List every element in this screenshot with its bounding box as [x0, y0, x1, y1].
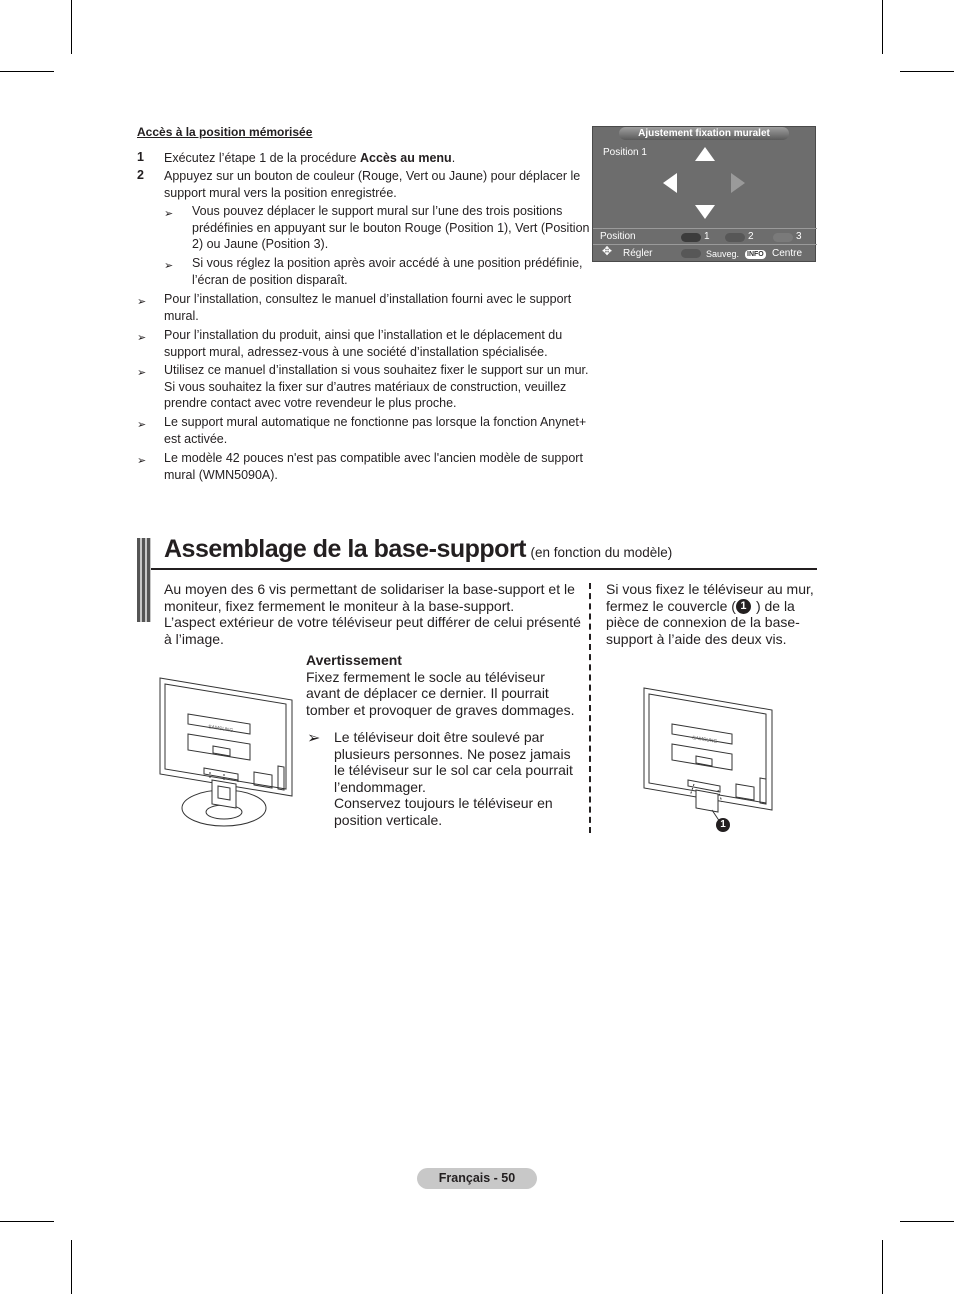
text-line: Appuyez sur un bouton de couleur (Rouge, Vert ou Jaune) pour déplacer le — [164, 169, 581, 183]
right-arrow-icon — [731, 173, 745, 193]
text-line: L’aspect extérieur de votre téléviseur peut différer de celui présenté — [164, 614, 581, 630]
note — [164, 450, 583, 483]
column-divider — [589, 583, 591, 833]
osd-position-label: Position 1 — [603, 147, 647, 158]
text-line: mural (WMN5090A). — [164, 467, 278, 482]
text-line: Le téléviseur doit être soulevé par — [334, 729, 545, 745]
crop-mark — [0, 71, 54, 72]
note-arrow-icon: ➢ — [137, 419, 147, 431]
crop-mark — [900, 1221, 954, 1222]
text-line: position verticale. — [334, 811, 443, 828]
note-arrow-icon: ➢ — [137, 332, 147, 344]
text-line: Conservez toujours le téléviseur en — [334, 795, 553, 811]
down-arrow-icon — [695, 205, 715, 219]
warning-note — [334, 729, 573, 828]
warning-block — [306, 652, 574, 718]
heading-note: (en fonction du modèle) — [530, 545, 673, 560]
tv-wallmount-illustration — [642, 686, 776, 834]
text-part: ) de la — [755, 597, 795, 614]
text-line: support mural, adressez-vous à une société d’installation spécialisée. — [164, 344, 548, 359]
text-line: Vous pouvez déplacer le support mural sur l’une des trois positions — [192, 204, 563, 218]
osd-center-label: Centre — [772, 248, 803, 259]
up-arrow-icon — [695, 147, 715, 161]
dpad-icon: ✥ — [602, 244, 613, 258]
save-button-icon — [681, 249, 701, 258]
text-line: le téléviseur sur le sol car cela pourrait — [334, 762, 573, 778]
green-button-icon — [725, 233, 745, 242]
text-line: Pour l’installation, consultez le manuel d’installation fourni avec le support — [164, 292, 572, 306]
heading-text: Assemblage de la base-support — [164, 535, 527, 563]
text-line: Si vous souhaitez la fixer sur d’autres matériaux de construction, veuillez — [164, 379, 567, 394]
svg-text:SAMSUNG: SAMSUNG — [207, 724, 234, 734]
callout-number-icon: 1 — [736, 599, 751, 614]
step-text — [164, 150, 455, 167]
note — [164, 362, 589, 412]
warning-title: Avertissement — [306, 652, 402, 668]
osd-divider — [593, 244, 817, 245]
info-icon: INFO — [747, 251, 764, 258]
note-arrow-icon: ➢ — [164, 208, 174, 220]
sub-note — [192, 255, 583, 288]
note-arrow-icon: ➢ — [137, 296, 147, 308]
text-line: plusieurs personnes. Ne posez jamais — [334, 745, 571, 762]
step-number: 1 — [137, 150, 144, 164]
text-line: l’endommager. — [334, 778, 426, 795]
crop-mark — [0, 1221, 54, 1222]
assembly-intro — [164, 581, 584, 647]
step-text-part: Exécutez l’étape 1 de la procédure — [164, 151, 360, 165]
svg-text:SAMSUNG: SAMSUNG — [691, 735, 718, 745]
text-line — [606, 598, 821, 615]
wall-mount-text — [606, 581, 821, 647]
sub-note — [192, 203, 589, 253]
text-line: tomber et provoquer de graves dommages. — [306, 701, 575, 718]
note — [164, 414, 586, 447]
crop-mark — [71, 0, 72, 54]
osd-position-bottom: Position — [600, 231, 636, 242]
text-line: Utilisez ce manuel d’installation si vous souhaitez fixer le support sur un mur. — [164, 363, 589, 377]
text-line: Au moyen des 6 vis permettant de solidariser la base-support et le — [164, 581, 575, 597]
text-part: fermez le couvercle ( — [606, 597, 736, 614]
yellow-button-icon — [773, 233, 793, 242]
osd-adjust-label: Régler — [623, 248, 653, 259]
note-arrow-icon: ➢ — [164, 260, 174, 272]
red-button-icon — [681, 233, 701, 242]
note-arrow-icon: ➢ — [137, 455, 147, 467]
crop-mark — [882, 1240, 883, 1294]
section-title: Accès à la position mémorisée — [137, 125, 313, 139]
text-line: support à l’aide des deux vis. — [606, 630, 787, 647]
osd-screen — [592, 126, 816, 262]
text-line: Pour l’installation du produit, ainsi que l’installation et le déplacement du — [164, 328, 563, 342]
text-line: support mural vers la position enregistrée. — [164, 185, 397, 200]
text-line: avant de déplacer ce dernier. Il pourrait — [306, 685, 549, 701]
note-arrow-icon: ➢ — [307, 730, 321, 747]
tv-stand-illustration — [158, 676, 298, 830]
note — [164, 327, 562, 360]
crop-mark — [882, 0, 883, 54]
heading-bar — [137, 538, 151, 622]
text-line: est activée. — [164, 431, 228, 446]
osd-option-2: 2 — [748, 231, 754, 242]
text-line: Si vous fixez le téléviseur au mur, — [606, 581, 814, 597]
text-line: prendre contact avec votre revendeur le plus proche. — [164, 396, 457, 410]
callout-number-icon: 1 — [716, 818, 730, 832]
osd-save-label: Sauveg. — [706, 249, 740, 259]
text-line: prédéfinies en appuyant sur le bouton Rouge (Position 1), Vert (Position — [192, 220, 590, 235]
note — [164, 291, 571, 324]
text-line: l’écran de position disparaît. — [192, 272, 348, 287]
text-line: pièce de connexion de la base- — [606, 614, 800, 631]
text-line: mural. — [164, 308, 199, 323]
note-arrow-icon: ➢ — [137, 367, 147, 379]
text-line: Si vous réglez la position après avoir accédé à une position prédéfinie, — [192, 256, 583, 270]
osd-option-1: 1 — [704, 231, 710, 242]
step-text — [164, 168, 580, 201]
crop-mark — [71, 1240, 72, 1294]
page-title — [164, 535, 672, 564]
left-arrow-icon — [663, 173, 677, 193]
step-text-part: . — [451, 151, 456, 165]
text-line: à l’image. — [164, 630, 224, 647]
step-number: 2 — [137, 168, 144, 182]
text-line: Fixez fermement le socle au téléviseur — [306, 668, 545, 685]
text-line: moniteur, fixez fermement le moniteur à la base-support. — [164, 597, 515, 614]
osd-title: Ajustement fixation muralet — [619, 127, 789, 140]
osd-option-3: 3 — [796, 231, 802, 242]
text-line: Le modèle 42 pouces n'est pas compatible avec l'ancien modèle de support — [164, 451, 583, 465]
text-line: Le support mural automatique ne fonctionne pas lorsque la fonction Anynet+ — [164, 415, 587, 429]
step-text-bold: Accès au menu — [359, 151, 452, 165]
crop-mark — [900, 71, 954, 72]
page-number: Français - 50 — [417, 1168, 537, 1189]
heading-rule — [151, 568, 817, 570]
osd-divider — [593, 228, 817, 229]
text-line: 2) ou Jaune (Position 3). — [192, 237, 329, 251]
